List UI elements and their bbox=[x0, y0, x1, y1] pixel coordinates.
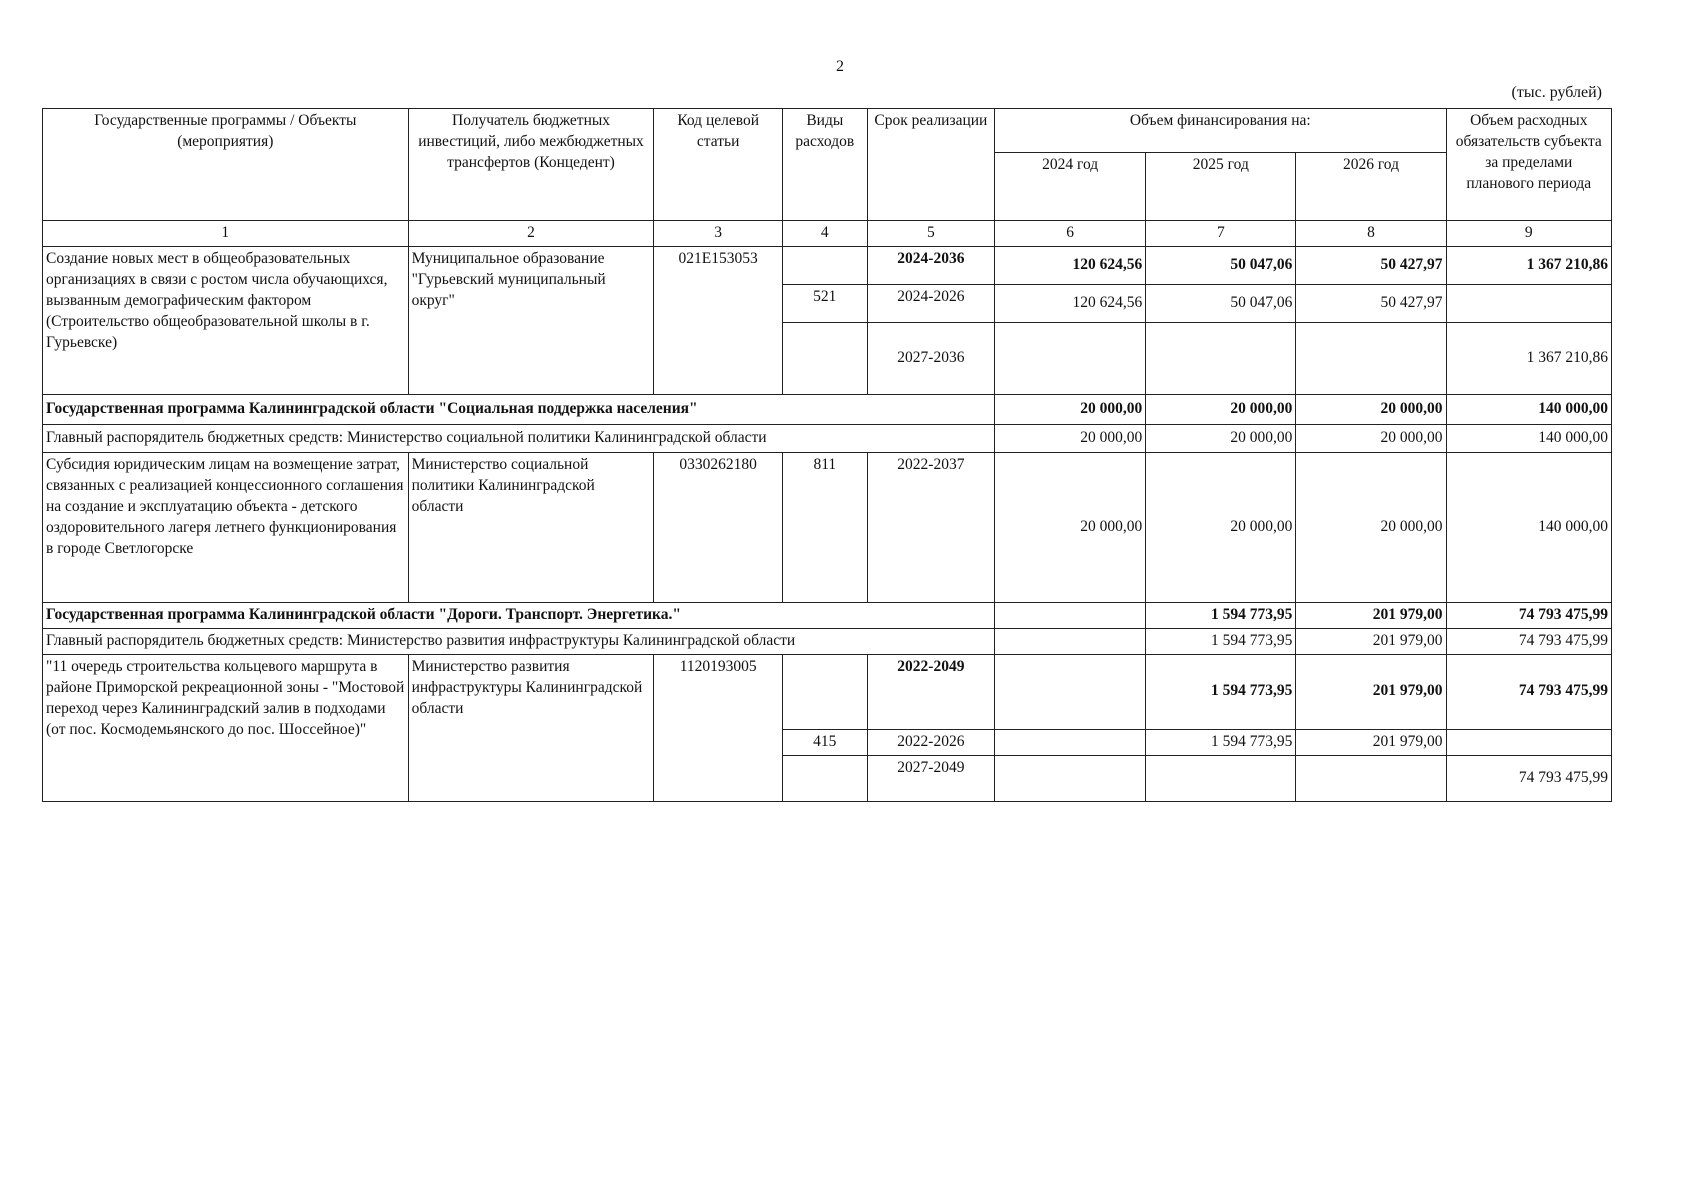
object1-sub1-vr: 521 bbox=[782, 284, 867, 322]
object1-total-row bbox=[43, 246, 1612, 284]
program1-row bbox=[43, 394, 1612, 424]
object1-sub1-beyond bbox=[1446, 284, 1611, 322]
object1-recipient: Муниципальное образование "Гурьевский муниципальный округ" bbox=[408, 246, 654, 394]
units-note: (тыс. рублей) bbox=[1511, 84, 1602, 101]
object2-y2025: 20 000,00 bbox=[1146, 452, 1296, 602]
manager2-y2025: 1 594 773,95 bbox=[1146, 628, 1296, 654]
object1-sub1-y2025: 50 047,06 bbox=[1146, 284, 1296, 322]
header-year-2025: 2025 год bbox=[1146, 153, 1296, 221]
program1-y2025: 20 000,00 bbox=[1146, 394, 1296, 424]
column-number: 7 bbox=[1146, 221, 1296, 247]
program2-y2025: 1 594 773,95 bbox=[1146, 602, 1296, 628]
object2-recipient: Министерство социальной политики Калининградской области bbox=[408, 452, 654, 602]
manager1-y2025: 20 000,00 bbox=[1146, 424, 1296, 452]
manager1-beyond: 140 000,00 bbox=[1446, 424, 1611, 452]
program2-beyond: 74 793 475,99 bbox=[1446, 602, 1611, 628]
object3-total-row bbox=[43, 654, 1612, 729]
budget-table bbox=[42, 108, 1612, 802]
object1-sub1-y2026: 50 427,97 bbox=[1296, 284, 1446, 322]
object3-code: 1120193005 bbox=[654, 654, 782, 801]
object1-sub1-period: 2024-2026 bbox=[867, 284, 994, 322]
header-period: Срок реализации bbox=[867, 109, 994, 221]
object1-sub2-vr-empty bbox=[782, 322, 867, 394]
object3-name: "11 очередь строительства кольцевого маршрута в районе Приморской рекреационной зоны - "Мостовой переход через Калининградский залив в подходами (от пос. Космодемьянского до пос. Шоссейное)" bbox=[43, 654, 409, 801]
object1-sub2-y2024-empty bbox=[995, 322, 1146, 394]
object1-sub2-y2026-empty bbox=[1296, 322, 1446, 394]
object2-code: 0330262180 bbox=[654, 452, 782, 602]
object3-vr-empty bbox=[782, 654, 867, 729]
header-expense-type: Виды расходов bbox=[782, 109, 867, 221]
object3-sub1-vr: 415 bbox=[782, 729, 867, 755]
object3-period: 2022-2049 bbox=[867, 654, 994, 729]
header-code: Код целевой статьи bbox=[654, 109, 782, 221]
manager2-title: Главный распорядитель бюджетных средств: Министерство развития инфраструктуры Калининградской области bbox=[43, 628, 995, 654]
object3-sub1-y2025: 1 594 773,95 bbox=[1146, 729, 1296, 755]
object3-sub2-y2026-empty bbox=[1296, 755, 1446, 801]
object3-y2025: 1 594 773,95 bbox=[1146, 654, 1296, 729]
manager2-y2024 bbox=[995, 628, 1146, 654]
object1-y2024: 120 624,56 bbox=[995, 246, 1146, 284]
object1-sub1-y2024: 120 624,56 bbox=[995, 284, 1146, 322]
program1-beyond: 140 000,00 bbox=[1446, 394, 1611, 424]
object3-sub2-y2025-empty bbox=[1146, 755, 1296, 801]
program1-y2026: 20 000,00 bbox=[1296, 394, 1446, 424]
header-programs: Государственные программы / Объекты (мероприятия) bbox=[43, 109, 409, 221]
object2-row bbox=[43, 452, 1612, 602]
column-numbers-row bbox=[43, 221, 1612, 247]
column-number: 5 bbox=[867, 221, 994, 247]
header-recipient: Получатель бюджетных инвестиций, либо межбюджетных трансфертов (Концедент) bbox=[408, 109, 654, 221]
object3-sub2-vr-empty bbox=[782, 755, 867, 801]
header-year-2026: 2026 год bbox=[1296, 153, 1446, 221]
object1-y2026: 50 427,97 bbox=[1296, 246, 1446, 284]
header-year-2024: 2024 год bbox=[995, 153, 1146, 221]
manager2-beyond: 74 793 475,99 bbox=[1446, 628, 1611, 654]
object2-y2024: 20 000,00 bbox=[995, 452, 1146, 602]
object1-beyond: 1 367 210,86 bbox=[1446, 246, 1611, 284]
object1-code: 021E153053 bbox=[654, 246, 782, 394]
object2-beyond: 140 000,00 bbox=[1446, 452, 1611, 602]
object1-y2025: 50 047,06 bbox=[1146, 246, 1296, 284]
object3-beyond: 74 793 475,99 bbox=[1446, 654, 1611, 729]
object1-sub2-y2025-empty bbox=[1146, 322, 1296, 394]
object3-sub2-beyond: 74 793 475,99 bbox=[1446, 755, 1611, 801]
column-number: 8 bbox=[1296, 221, 1446, 247]
program2-title: Государственная программа Калининградской области "Дороги. Транспорт. Энергетика." bbox=[43, 602, 995, 628]
object3-sub1-y2024-empty bbox=[995, 729, 1146, 755]
header-row-1 bbox=[43, 109, 1612, 153]
object2-name: Субсидия юридическим лицам на возмещение затрат, связанных с реализацией концессионного соглашения на создание и эксплуатацию объекта - детского оздоровительного лагеря летнего функционирования в городе Светлогорске bbox=[43, 452, 409, 602]
object3-sub2-y2024-empty bbox=[995, 755, 1146, 801]
object3-sub1-period: 2022-2026 bbox=[867, 729, 994, 755]
manager2-y2026: 201 979,00 bbox=[1296, 628, 1446, 654]
column-number: 4 bbox=[782, 221, 867, 247]
object2-period: 2022-2037 bbox=[867, 452, 994, 602]
object1-sub2-beyond: 1 367 210,86 bbox=[1446, 322, 1611, 394]
object2-y2026: 20 000,00 bbox=[1296, 452, 1446, 602]
manager1-row bbox=[43, 424, 1612, 452]
column-number: 1 bbox=[43, 221, 409, 247]
column-number: 9 bbox=[1446, 221, 1611, 247]
object3-recipient: Министерство развития инфраструктуры Калининградской области bbox=[408, 654, 654, 801]
program2-row bbox=[43, 602, 1612, 628]
object1-period: 2024-2036 bbox=[867, 246, 994, 284]
manager2-row bbox=[43, 628, 1612, 654]
object3-y2024-empty bbox=[995, 654, 1146, 729]
manager1-title: Главный распорядитель бюджетных средств: Министерство социальной политики Калининградской области bbox=[43, 424, 995, 452]
manager1-y2026: 20 000,00 bbox=[1296, 424, 1446, 452]
program2-y2026: 201 979,00 bbox=[1296, 602, 1446, 628]
object2-vr: 811 bbox=[782, 452, 867, 602]
program1-y2024: 20 000,00 bbox=[995, 394, 1146, 424]
program2-y2024 bbox=[995, 602, 1146, 628]
manager1-y2024: 20 000,00 bbox=[995, 424, 1146, 452]
object1-sub2-period: 2027-2036 bbox=[867, 322, 994, 394]
header-funding: Объем финансирования на: bbox=[995, 109, 1447, 153]
page-number: 2 bbox=[836, 58, 844, 75]
column-number: 2 bbox=[408, 221, 654, 247]
object3-sub2-period: 2027-2049 bbox=[867, 755, 994, 801]
program1-title: Государственная программа Калининградской области "Социальная поддержка населения" bbox=[43, 394, 995, 424]
header-beyond: Объем расходных обязательств субъекта за пределами планового периода bbox=[1446, 109, 1611, 221]
column-number: 6 bbox=[995, 221, 1146, 247]
object3-y2026: 201 979,00 bbox=[1296, 654, 1446, 729]
column-number: 3 bbox=[654, 221, 782, 247]
object3-sub1-beyond-empty bbox=[1446, 729, 1611, 755]
object1-vr-empty bbox=[782, 246, 867, 284]
object3-sub1-y2026: 201 979,00 bbox=[1296, 729, 1446, 755]
object1-name: Создание новых мест в общеобразовательных организациях в связи с ростом числа обучающихся, вызванным демографическим фактором (Строительство общеобразовательной школы в г. Гурьевске) bbox=[43, 246, 409, 394]
